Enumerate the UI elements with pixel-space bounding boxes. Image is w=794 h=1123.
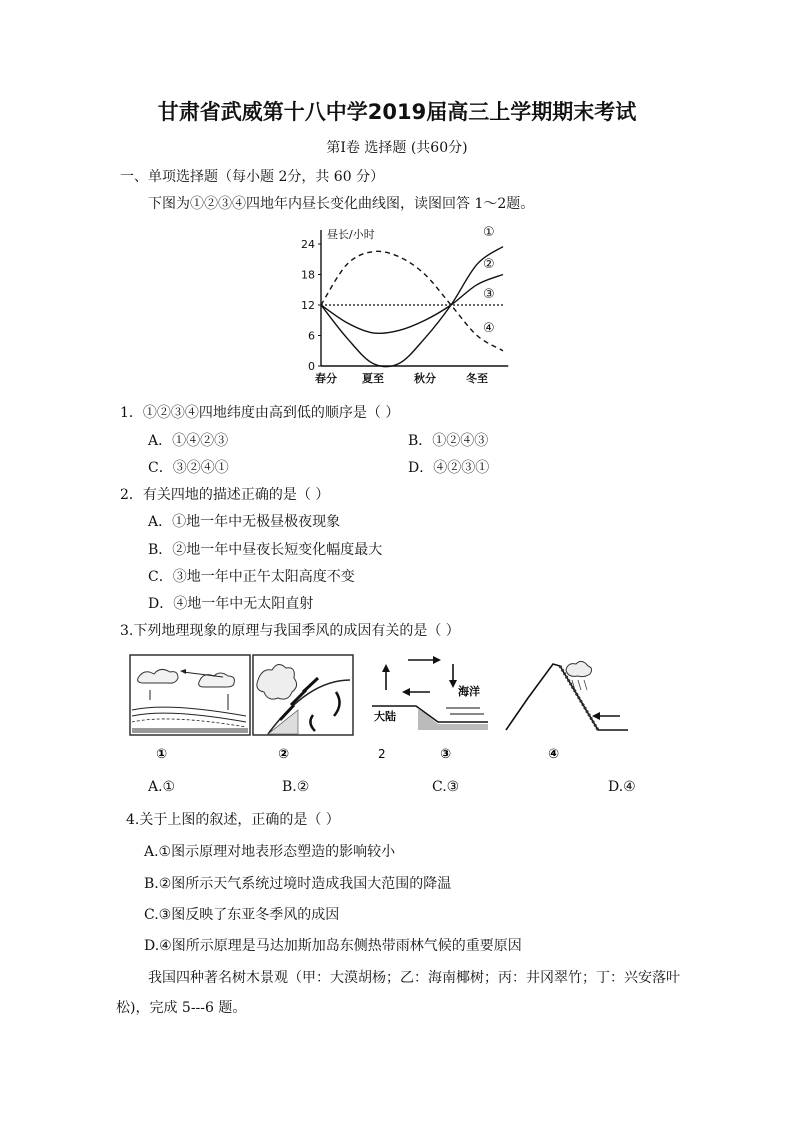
exam-title: 甘肃省武威第十八中学2019届高三上学期期末考试: [157, 100, 637, 124]
figure-3-land-sea: [372, 656, 488, 730]
q1-stem: 1．①②③④四地纬度由高到低的顺序是（ ）: [120, 405, 400, 421]
fig-label-4: ④: [548, 747, 560, 762]
q3-option-a: A.①: [148, 779, 176, 795]
y-tick-label: 12: [301, 299, 315, 312]
q2-option-d: D．④地一年中无太阳直射: [148, 596, 314, 612]
series-label-1: ①: [483, 225, 495, 240]
q4-option-c: C.③图反映了东亚冬季风的成因: [144, 907, 340, 923]
q1-option-c: C．③②④①: [148, 460, 229, 476]
monsoon-diagrams: [128, 650, 638, 768]
q3-option-d: D.④: [608, 779, 636, 795]
series-label-4: ④: [483, 321, 495, 336]
q1-option-b: B．①②④③: [408, 433, 489, 449]
q4-option-a: A.①图示原理对地表形态塑造的影响较小: [144, 844, 396, 860]
fig-label-1: ①: [156, 747, 168, 762]
y-tick-label: 24: [301, 238, 315, 251]
q4-option-d: D.④图所示原理是马达加斯加岛东侧热带雨林气候的重要原因: [144, 938, 522, 954]
q2-option-b: B．②地一年中昼夜长短变化幅度最大: [148, 542, 383, 558]
q3-option-c: C.③: [432, 779, 460, 795]
x-tick-label: 秋分: [414, 372, 436, 385]
q4-stem: 4.关于上图的叙述，正确的是（ ）: [126, 812, 340, 828]
y-tick-label: 0: [308, 360, 315, 373]
land-label: 大陆: [374, 710, 396, 723]
q2-stem: 2．有关四地的描述正确的是（ ）: [120, 487, 330, 503]
x-tick-label: 冬至: [466, 372, 488, 385]
fig-label-3: ③: [440, 747, 452, 762]
ocean-label: 海洋: [458, 685, 480, 698]
y-tick-label: 6: [308, 329, 315, 343]
series-label-2: ②: [483, 257, 495, 272]
x-tick-label: 夏至: [362, 372, 384, 385]
q1-option-a: A．①④②③: [148, 433, 229, 449]
intro-q5-6-line2: 松)，完成 5---6 题。: [116, 1000, 247, 1016]
fig-label-extra: 2: [378, 747, 386, 761]
q1-option-d: D．④②③①: [408, 460, 490, 476]
section-heading: 一、单项选择题（每小题 2分，共 60 分）: [120, 169, 385, 185]
y-axis-label: 昼长/小时: [327, 228, 375, 241]
q3-stem: 3.下列地理现象的原理与我国季风的成因有关的是（ ）: [120, 623, 460, 639]
q2-option-c: C．③地一年中正午太阳高度不变: [148, 569, 355, 585]
figure-4-orographic: [506, 661, 628, 730]
x-tick-label: 春分: [315, 372, 337, 385]
series-label-3: ③: [483, 287, 495, 302]
series-line-2: [321, 275, 503, 334]
figure-1-frontal: [130, 655, 250, 735]
q4-option-b: B.②图所示天气系统过境时造成我国大范围的降温: [144, 876, 452, 892]
intro-q1-2: 下图为①②③④四地年内昼长变化曲线图，读图回答 1～2题。: [148, 196, 535, 212]
part-heading: 第Ⅰ卷 选择题 (共60分): [326, 140, 468, 156]
intro-q5-6-line1: 我国四种著名树木景观（甲：大漠胡杨；乙：海南椰树；丙：井冈翠竹；丁：兴安落叶: [148, 970, 680, 986]
figure-2-front: [253, 655, 353, 735]
q3-option-b: B.②: [282, 779, 310, 795]
fig-label-2: ②: [278, 747, 290, 762]
q2-option-a: A．①地一年中无极昼极夜现象: [148, 514, 341, 530]
y-tick-label: 18: [301, 268, 315, 282]
day-length-chart: [295, 222, 535, 392]
